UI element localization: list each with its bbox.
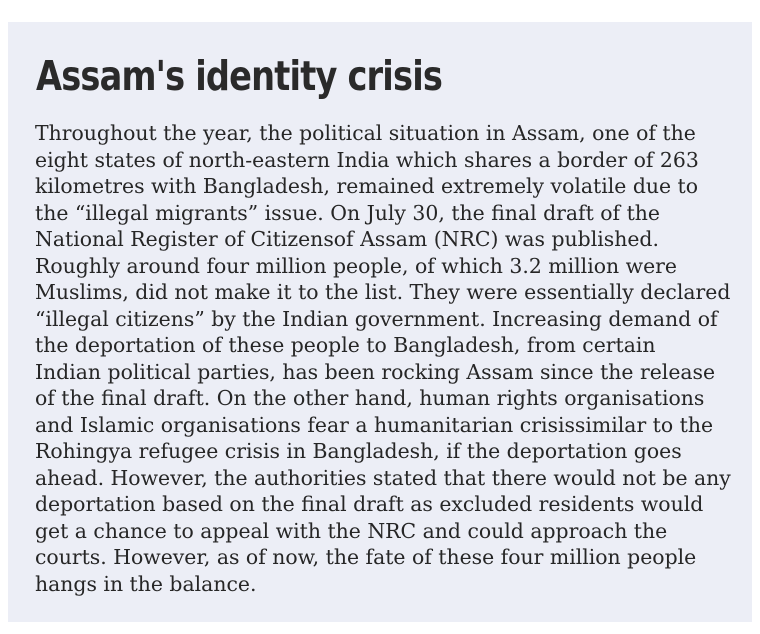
body-line: Roughly around four million people, of which 3.2 million were (35, 253, 677, 278)
body-line: the deportation of these people to Bangladesh, from certain (35, 333, 656, 357)
article-title: Assam's identity crisis (36, 52, 443, 100)
body-line: Muslims, did not make it to the list. They were essentially declared (35, 280, 731, 304)
body-line: kilometres with Bangladesh, remained extremely volatile due to (35, 174, 699, 198)
body-line: Indian political parties, has been rocking Assam since the release (35, 359, 716, 384)
body-line: deportation based on the final draft as excluded residents would (35, 492, 704, 516)
article-body (35, 120, 747, 597)
body-line: the “illegal migrants” issue. On July 30, the final draft of the (35, 200, 660, 225)
body-line: hangs in the balance. (35, 571, 257, 596)
body-line: Rohingya refugee crisis in Bangladesh, if the deportation goes (35, 439, 682, 463)
body-line: National Register of Citizensof Assam (NRC) was published. (35, 227, 659, 251)
body-line: eight states of north-eastern India which shares a border of 263 (35, 147, 699, 172)
body-line: of the final draft. On the other hand, human rights organisations (35, 386, 705, 410)
body-line: ahead. However, the authorities stated that there would not be any (35, 465, 731, 490)
body-line: Throughout the year, the political situation in Assam, one of the (35, 121, 696, 145)
body-line: and Islamic organisations fear a humanitarian crisissimilar to the (35, 412, 714, 437)
body-line: “illegal citizens” by the Indian government. Increasing demand of (35, 306, 718, 331)
body-line: get a chance to appeal with the NRC and could approach the (35, 518, 668, 543)
article-panel (8, 22, 752, 622)
body-line: courts. However, as of now, the fate of these four million people (35, 545, 697, 569)
